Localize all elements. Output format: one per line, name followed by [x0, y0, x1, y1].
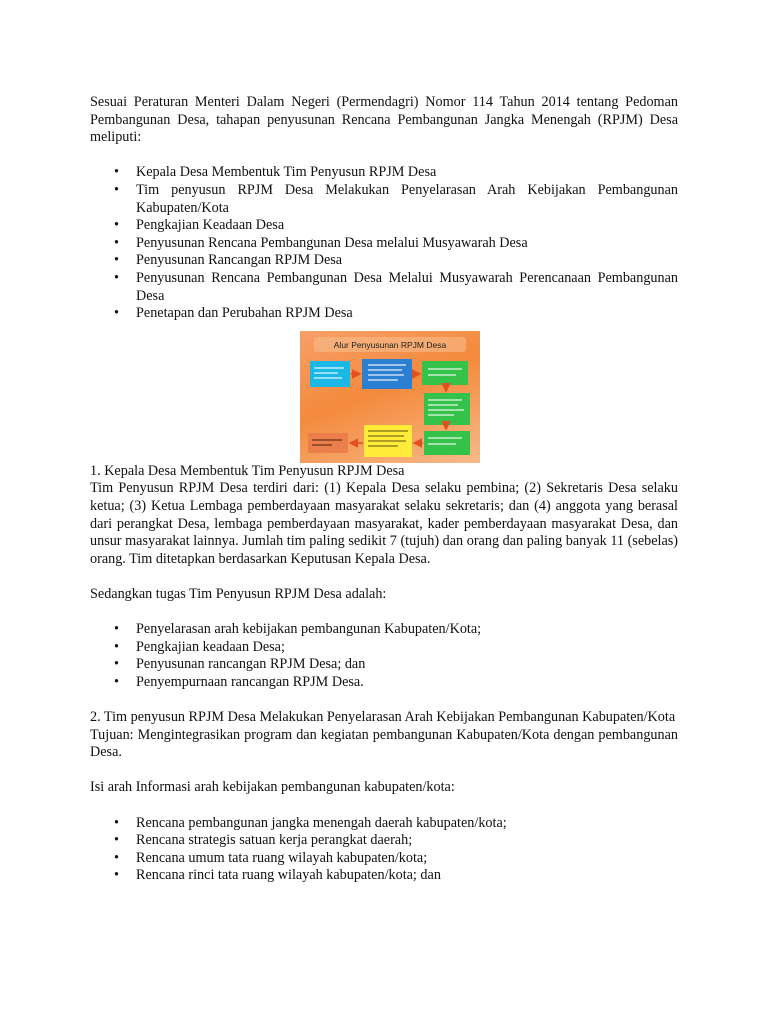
stage-item: • Penyusunan Rancangan RPJM Desa [90, 252, 678, 270]
info-list [90, 815, 678, 885]
stage-item: • Penyusunan Rencana Pembangunan Desa melalui Musyawarah Desa [90, 235, 678, 253]
section1-body: Tim Penyusun RPJM Desa terdiri dari: (1) Kepala Desa selaku pembina; (2) Sekretaris Desa selaku ketua; (3) Ketua Lembaga pemberdayaan masyarakat selaku sekretaris; dan (4) anggota yang berasal dari perangkat Desa, lembaga pemberdayaan masyarakat, kader pemberdayaan masyarakat Desa, dan unsur masyarakat lainnya. Jumlah tim paling sedikit 7 (tujuh) dan orang dan paling banyak 11 (sebelas) orang. Tim ditetapkan berdasarkan Keputusan Kepala Desa. [90, 480, 678, 567]
diagram-title: Alur Penyusunan RPJM Desa [333, 339, 447, 350]
stage-item: • Kepala Desa Membentuk Tim Penyusun RPJM Desa [90, 164, 678, 182]
flow-diagram-image [300, 331, 480, 463]
info-item: • Rencana strategis satuan kerja perangkat daerah; [90, 832, 678, 850]
intro-paragraph: Sesuai Peraturan Menteri Dalam Negeri (Permendagri) Nomor 114 Tahun 2014 tentang Pedoman Pembangunan Desa, tahapan penyusunan Rencana Pembangunan Jangka Menengah (RPJM) Desa meliputi: [90, 94, 678, 146]
tasks-list [90, 621, 678, 691]
document-content [90, 94, 678, 885]
section2-heading: 2. Tim penyusun RPJM Desa Melakukan Penyelarasan Arah Kebijakan Pembangunan Kabupaten/Kota [90, 709, 676, 726]
info-item: • Rencana pembangunan jangka menengah daerah kabupaten/kota; [90, 815, 678, 833]
info-item: • Rencana umum tata ruang wilayah kabupaten/kota; [90, 850, 678, 868]
stage-item: • Tim penyusun RPJM Desa Melakukan Penyelarasan Arah Kebijakan Pembangunan Kabupaten/Kota [90, 182, 678, 217]
stage-item: • Pengkajian Keadaan Desa [90, 217, 678, 235]
diagram-container [90, 331, 678, 463]
section2-info-intro: Isi arah Informasi arah kebijakan pembangunan kabupaten/kota: [90, 779, 455, 796]
task-item: • Penyempurnaan rancangan RPJM Desa. [90, 674, 678, 692]
section2-goal: Tujuan: Mengintegrasikan program dan kegiatan pembangunan Kabupaten/Kota dengan pembangunan Desa. [90, 726, 678, 761]
stages-list [90, 164, 678, 322]
section1-heading: 1. Kepala Desa Membentuk Tim Penyusun RPJM Desa [90, 462, 405, 479]
stage-item: • Penyusunan Rencana Pembangunan Desa Melalui Musyawarah Perencanaan Pembangunan Desa [90, 270, 678, 305]
task-item: • Pengkajian keadaan Desa; [90, 639, 678, 657]
info-item: • Rencana rinci tata ruang wilayah kabupaten/kota; dan [90, 867, 678, 885]
task-item: • Penyelarasan arah kebijakan pembangunan Kabupaten/Kota; [90, 621, 678, 639]
stage-item: • Penetapan dan Perubahan RPJM Desa [90, 305, 678, 323]
diagram-box-7 [308, 433, 348, 453]
diagram-box-3 [422, 361, 468, 385]
section1-tasks-intro: Sedangkan tugas Tim Penyusun RPJM Desa adalah: [90, 585, 387, 602]
task-item: • Penyusunan rancangan RPJM Desa; dan [90, 656, 678, 674]
